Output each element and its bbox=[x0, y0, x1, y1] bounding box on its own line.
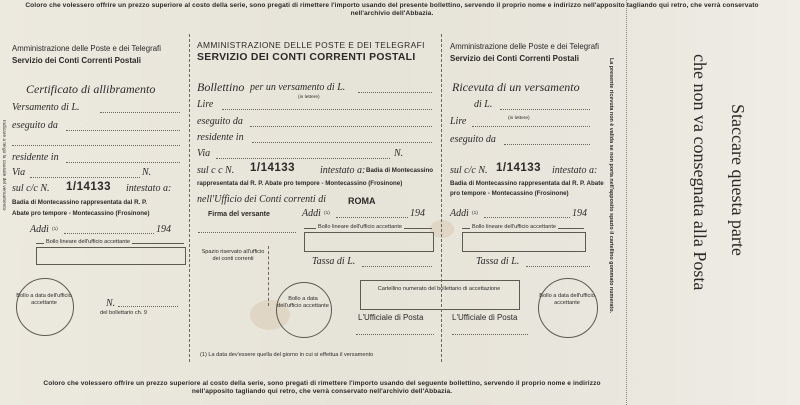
right-bollo-lineare-label: Bollo lineare dell'ufficio accettante bbox=[472, 224, 556, 230]
left-via-field bbox=[30, 177, 140, 178]
left-del-bollettario: del bollettario ch. 9 bbox=[100, 310, 147, 316]
left-residente-label: residente in bbox=[12, 152, 59, 163]
left-intestato-label: intestato a: bbox=[126, 183, 172, 194]
middle-ufficio-label: nell'Ufficio dei Conti correnti di bbox=[197, 194, 326, 205]
right-lire-field bbox=[472, 126, 590, 127]
left-addi-label: Addì bbox=[30, 224, 49, 235]
middle-eseguito-label: eseguito da bbox=[197, 116, 243, 127]
middle-service-header: SERVIZIO DEI CONTI CORRENTI POSTALI bbox=[197, 52, 416, 63]
stub-text-line2: che non va consegnata alla Posta bbox=[690, 54, 710, 291]
left-year: 194 bbox=[156, 224, 171, 235]
left-via-label: Via bbox=[12, 167, 26, 178]
right-payee-line1: Badia di Montecassino rappresentata dal R. P. Abate bbox=[450, 180, 604, 187]
middle-cc-label: sul c c N. bbox=[197, 165, 235, 176]
middle-addi-label: Addì bbox=[302, 208, 321, 219]
stub-text-line1: Staccare questa parte bbox=[728, 104, 748, 256]
right-payee-line2: pro tempore - Montecassino (Frosinone) bbox=[450, 190, 569, 197]
left-payee-line2: Abate pro tempore - Montecassino (Frosinone) bbox=[12, 210, 150, 217]
middle-ufficiale-label: L'Ufficiale di Posta bbox=[358, 313, 424, 322]
left-versamento-label: Versamento di L. bbox=[12, 102, 80, 113]
middle-ufficiale-field bbox=[356, 334, 434, 335]
right-tassa-field bbox=[526, 266, 590, 267]
right-account-number: 1/14133 bbox=[496, 162, 542, 174]
middle-bollo-lineare-label: Bollo lineare dell'ufficio accettante bbox=[318, 224, 402, 230]
middle-via-field bbox=[216, 158, 390, 159]
right-tassa-label: Tassa di L. bbox=[476, 256, 520, 267]
left-payee-line1: Badia di Montecassino rappresentata dal R. P. bbox=[12, 199, 148, 206]
right-intestato-label: intestato a: bbox=[552, 165, 598, 176]
receipt-validity-notice: La presente ricevuta non è valida se non porta nell'apposito spazio il cartellino gommato numerato. bbox=[608, 58, 614, 313]
left-cc-label: sul c/c N. bbox=[12, 183, 50, 194]
left-eseguito-field-2 bbox=[12, 145, 180, 146]
middle-in-lettere: (in lettere) bbox=[298, 95, 320, 100]
left-eseguito-label: eseguito da bbox=[12, 120, 58, 131]
middle-addi-footnote: (1) bbox=[324, 211, 330, 216]
right-service-header: Servizio dei Conti Correnti Postali bbox=[450, 54, 579, 63]
left-date-stamp-circle bbox=[16, 278, 74, 336]
middle-payee-line1: Badia di Montecassino bbox=[366, 167, 434, 174]
middle-firma-label: Firma del versante bbox=[208, 211, 270, 218]
right-addi-field bbox=[484, 217, 570, 218]
middle-cartellino-label: Cartellino numerato del bollettario di accettazione bbox=[377, 286, 501, 292]
right-addi-label: Addì bbox=[450, 208, 469, 219]
middle-amount-field bbox=[358, 92, 432, 93]
right-lire-label: Lire bbox=[450, 116, 467, 127]
middle-spazio-label: Spazio riservato all'ufficio dei conti correnti bbox=[201, 249, 265, 262]
middle-residente-label: residente in bbox=[197, 132, 244, 143]
middle-intestato-label: intestato a: bbox=[320, 165, 366, 176]
middle-tassa-field bbox=[362, 266, 432, 267]
middle-form-title: Bollettino bbox=[197, 80, 245, 94]
middle-n-label: N. bbox=[394, 148, 404, 159]
right-in-lettere: (in lettere) bbox=[508, 116, 530, 121]
left-versamento-field bbox=[100, 112, 180, 113]
right-ufficiale-label: L'Ufficiale di Posta bbox=[452, 313, 518, 322]
right-amount-field bbox=[500, 109, 590, 110]
right-eseguito-field bbox=[504, 144, 590, 145]
right-bollo-box bbox=[462, 232, 586, 252]
right-eseguito-label: eseguito da bbox=[450, 134, 496, 145]
left-margin-note: Indicare a tergo la causale del versamento bbox=[1, 120, 6, 211]
left-addi-field bbox=[64, 233, 154, 234]
right-admin-header: Amministrazione delle Poste e dei Telegrafi bbox=[450, 42, 599, 51]
middle-bollo-box bbox=[304, 232, 434, 252]
right-year: 194 bbox=[572, 208, 587, 219]
divider-middle-right bbox=[441, 34, 442, 362]
middle-tassa-label: Tassa di L. bbox=[312, 256, 356, 267]
bottom-notice: Coloro che volessero offrire un prezzo superiore al costo della serie, sono pregati di rimettere l'importo usando del seguente bollettino, servendo il proprio nome e indirizzo nell'apposito tagliando qui retro, che verrà conservato nell'archivio dell'Abbazia. bbox=[43, 380, 601, 395]
left-n-bollettario-label: N. bbox=[106, 298, 116, 309]
left-bollo-box bbox=[36, 247, 186, 265]
left-residente-field bbox=[66, 162, 180, 163]
left-eseguito-field bbox=[66, 130, 180, 131]
middle-lire-field bbox=[222, 109, 432, 110]
middle-spazio-divider bbox=[268, 246, 269, 306]
middle-per-versamento: per un versamento di L. bbox=[250, 82, 346, 93]
right-di-l-label: di L. bbox=[474, 99, 493, 110]
right-addi-footnote: (1) bbox=[472, 211, 478, 216]
middle-footnote: (1) La data dev'essere quella del giorno in cui si effettua il versamento bbox=[200, 352, 374, 358]
right-date-stamp-circle bbox=[538, 278, 598, 338]
middle-lire-label: Lire bbox=[197, 99, 214, 110]
middle-account-number: 1/14133 bbox=[250, 162, 296, 174]
left-bollo-lineare-label: Bollo lineare dell'ufficio accettante bbox=[46, 239, 130, 245]
left-form-title: Certificato di allibramento bbox=[26, 82, 156, 96]
middle-year: 194 bbox=[410, 208, 425, 219]
left-account-number: 1/14133 bbox=[66, 181, 112, 193]
middle-eseguito-field bbox=[250, 126, 432, 127]
left-admin-header: Amministrazione delle Poste e dei Telegrafi bbox=[12, 44, 161, 53]
left-addi-footnote: (1) bbox=[52, 227, 58, 232]
middle-firma-field bbox=[198, 232, 296, 233]
right-date-stamp-label: Bollo a data dell'ufficio accettante bbox=[539, 293, 595, 306]
top-notice: Coloro che volessero offrire un prezzo superiore al costo della serie, sono pregati di rimettere l'importo usando del presente bollettino, servendo il proprio nome e indirizzo nell'apposito tagliando qui retro, che verrà conservato nell'archivio dell'Abbazia. bbox=[25, 2, 759, 17]
middle-payee-line2: rappresentata dal R. P. Abate pro tempore - Montecassino (Frosinone) bbox=[197, 180, 403, 187]
middle-residente-field bbox=[252, 142, 432, 143]
left-n-bollettario-field bbox=[118, 306, 178, 307]
right-form-title: Ricevuta di un versamento bbox=[452, 80, 580, 94]
perforation-line bbox=[626, 0, 627, 405]
left-n-label: N. bbox=[142, 167, 152, 178]
middle-admin-header: AMMINISTRAZIONE DELLE POSTE E DEI TELEGRAFI bbox=[197, 40, 425, 50]
middle-date-stamp-label: Bollo a data dell'ufficio accettante bbox=[277, 296, 329, 309]
divider-left-middle bbox=[189, 34, 190, 362]
middle-via-label: Via bbox=[197, 148, 211, 159]
middle-city: ROMA bbox=[348, 196, 376, 206]
right-ufficiale-field bbox=[452, 334, 528, 335]
middle-date-stamp-circle bbox=[276, 282, 332, 338]
left-date-stamp-label: Bollo a data dell'ufficio accettante bbox=[16, 293, 72, 306]
middle-addi-field bbox=[336, 217, 408, 218]
right-cc-label: sul c/c N. bbox=[450, 165, 488, 176]
left-service-header: Servizio dei Conti Correnti Postali bbox=[12, 56, 141, 65]
